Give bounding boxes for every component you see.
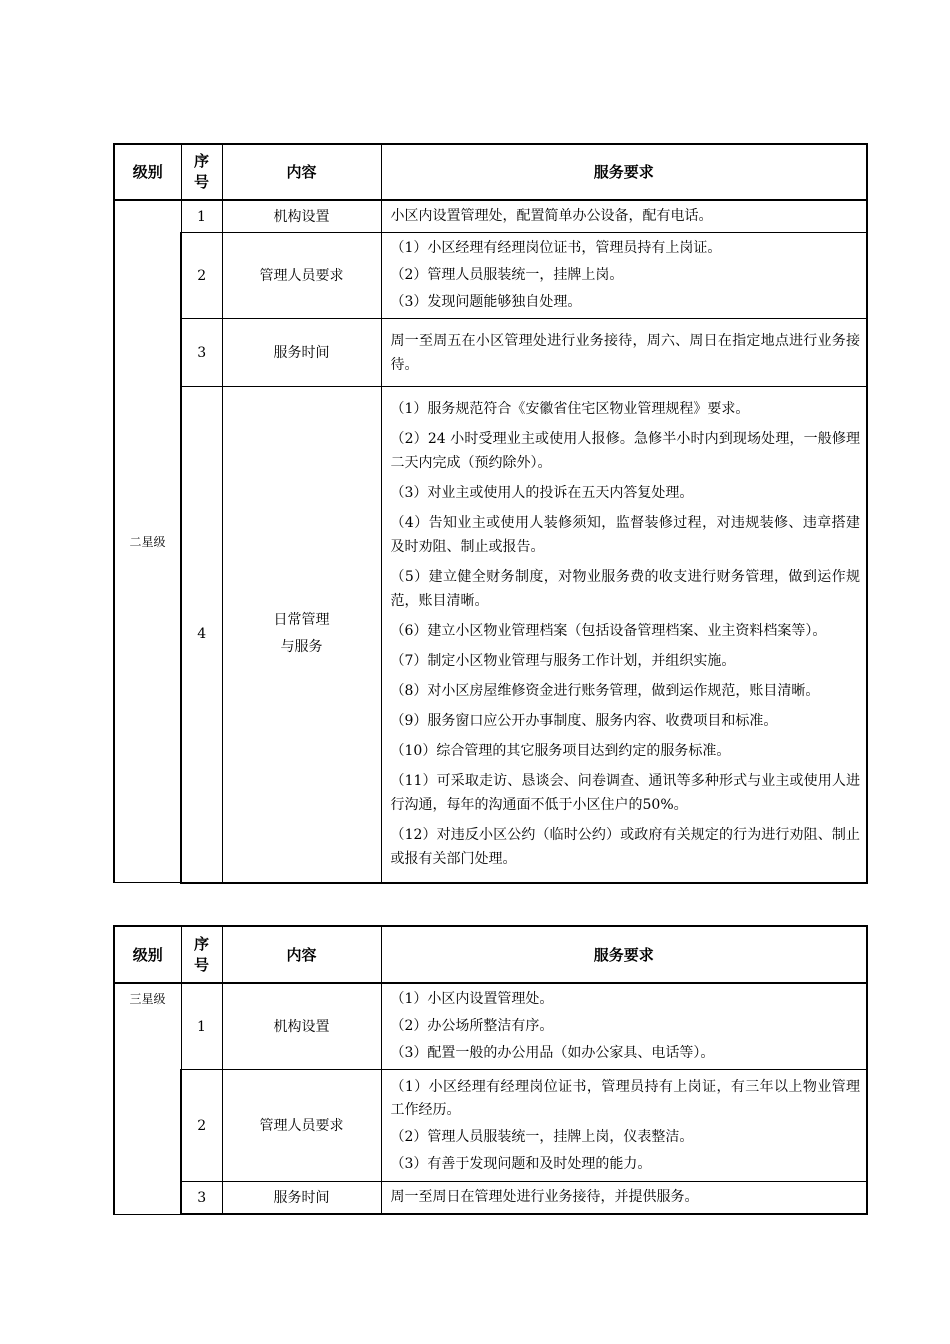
requirement-item: （3）有善于发现问题和及时处理的能力。 bbox=[390, 1155, 652, 1172]
requirement-item: 周一至周日在管理处进行业务接待，并提供服务。 bbox=[390, 1189, 699, 1205]
requirement-item: （11）可采取走访、恳谈会、问卷调查、通讯等多种形式与业主或使用人进行沟通，每年的沟通面不低于小区住户的50%。 bbox=[390, 773, 860, 814]
table-row bbox=[114, 200, 867, 233]
requirement-item: （6）建立小区物业管理档案（包括设备管理档案、业主资料档案等）。 bbox=[390, 623, 827, 640]
requirement-item: （9）服务窗口应公开办事制度、服务内容、收费项目和标准。 bbox=[390, 713, 778, 730]
requirement-cell bbox=[381, 200, 867, 233]
level-cell: 三星级 bbox=[114, 983, 181, 1214]
requirement-cell bbox=[381, 387, 867, 883]
requirement-item: （7）制定小区物业管理与服务工作计划，并组织实施。 bbox=[390, 653, 736, 670]
requirement-item: （1）小区内设置管理处。 bbox=[390, 991, 554, 1007]
header-content: 内容 bbox=[222, 144, 381, 200]
seq-cell: 3 bbox=[181, 1182, 222, 1215]
header-requirement: 服务要求 bbox=[381, 926, 867, 983]
seq-cell: 2 bbox=[181, 233, 222, 319]
seq-cell: 2 bbox=[181, 1070, 222, 1182]
requirement-cell bbox=[381, 319, 867, 387]
seq-cell: 1 bbox=[181, 983, 222, 1070]
requirement-item: （8）对小区房屋维修资金进行账务管理，做到运作规范，账目清晰。 bbox=[390, 683, 820, 700]
requirement-item: （12）对违反小区公约（临时公约）或政府有关规定的行为进行劝阻、制止或报有关部门处理。 bbox=[390, 827, 860, 868]
content-cell: 管理人员要求 bbox=[222, 233, 381, 319]
header-level: 级别 bbox=[114, 926, 181, 983]
seq-cell: 4 bbox=[181, 387, 222, 883]
requirement-item: （10）综合管理的其它服务项目达到约定的服务标准。 bbox=[390, 743, 731, 760]
requirement-cell bbox=[381, 983, 867, 1070]
table-header-row bbox=[114, 926, 867, 983]
header-level: 级别 bbox=[114, 144, 181, 200]
requirement-item: 小区内设置管理处，配置简单办公设备，配有电话。 bbox=[390, 208, 713, 224]
requirement-item: （1）小区经理有经理岗位证书，管理员持有上岗证，有三年以上物业管理工作经历。 bbox=[390, 1078, 860, 1118]
requirement-item: （3）配置一般的办公用品（如办公家具、电话等）。 bbox=[390, 1045, 715, 1061]
table-row bbox=[114, 1070, 867, 1182]
content-cell: 机构设置 bbox=[222, 200, 381, 233]
requirement-item: （5）建立健全财务制度，对物业服务费的收支进行财务管理，做到运作规范，账目清晰。 bbox=[390, 569, 860, 610]
requirement-item: （1）小区经理有经理岗位证书，管理员持有上岗证。 bbox=[390, 240, 722, 256]
seq-cell: 1 bbox=[181, 200, 222, 233]
header-content: 内容 bbox=[222, 926, 381, 983]
requirement-cell bbox=[381, 1070, 867, 1182]
content-cell: 服务时间 bbox=[222, 1182, 381, 1215]
table-row bbox=[114, 983, 867, 1070]
header-seq: 序 号 bbox=[181, 926, 222, 983]
requirement-item: 周一至周五在小区管理处进行业务接待，周六、周日在指定地点进行业务接待。 bbox=[390, 332, 860, 373]
seq-cell: 3 bbox=[181, 319, 222, 387]
table-row bbox=[114, 233, 867, 319]
table-header-row bbox=[114, 144, 867, 200]
requirement-item: （3）发现问题能够独自处理。 bbox=[390, 294, 582, 310]
content-cell: 日常管理 与服务 bbox=[222, 387, 381, 883]
requirement-item: （2）24 小时受理业主或使用人报修。急修半小时内到现场处理，一般修理二天内完成（预约除外）。 bbox=[390, 431, 860, 472]
level-cell: 二星级 bbox=[114, 200, 181, 883]
content-cell: 服务时间 bbox=[222, 319, 381, 387]
requirement-item: （3）对业主或使用人的投诉在五天内答复处理。 bbox=[390, 485, 694, 502]
requirement-item: （1）服务规范符合《安徽省住宅区物业管理规程》要求。 bbox=[390, 401, 750, 418]
header-seq: 序 号 bbox=[181, 144, 222, 200]
requirement-item: （2）管理人员服装统一，挂牌上岗。 bbox=[390, 267, 624, 283]
requirement-cell bbox=[381, 233, 867, 319]
requirement-item: （4）告知业主或使用人装修须知，监督装修过程，对违规装修、违章搭建及时劝阻、制止或报告。 bbox=[390, 515, 860, 556]
table-row bbox=[114, 319, 867, 387]
requirement-item: （2）办公场所整洁有序。 bbox=[390, 1018, 554, 1034]
header-requirement: 服务要求 bbox=[381, 144, 867, 200]
content-cell: 管理人员要求 bbox=[222, 1070, 381, 1182]
service-standard-table-two-star bbox=[113, 143, 868, 884]
table-row bbox=[114, 1182, 867, 1215]
requirement-cell bbox=[381, 1182, 867, 1215]
content-cell: 机构设置 bbox=[222, 983, 381, 1070]
service-standard-table-three-star bbox=[113, 925, 868, 1215]
table-row bbox=[114, 387, 867, 883]
requirement-item: （2）管理人员服装统一，挂牌上岗，仪表整洁。 bbox=[390, 1128, 694, 1145]
